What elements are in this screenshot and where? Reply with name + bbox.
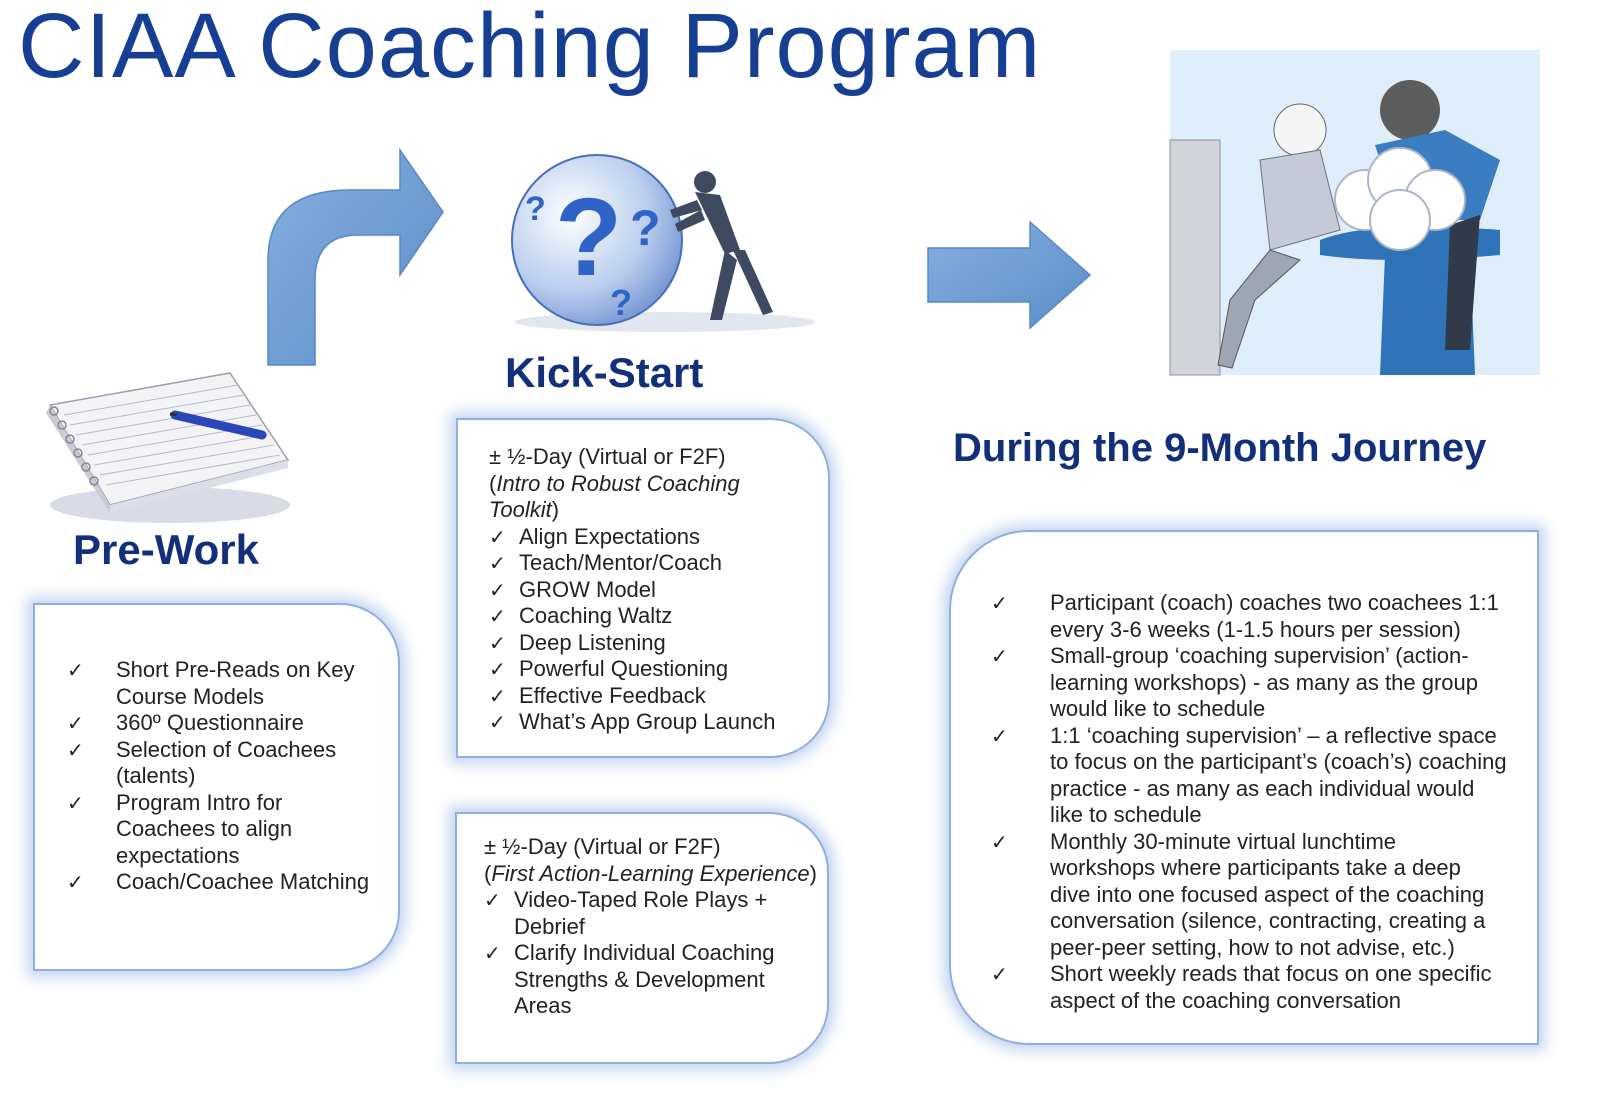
svg-text:?: ? <box>630 200 661 256</box>
svg-text:?: ? <box>610 282 632 323</box>
right-arrow-icon <box>925 220 1095 330</box>
kickstart-box-2 <box>455 812 829 1064</box>
journey-heading: During the 9-Month Journey <box>953 426 1487 470</box>
list-item: ✓ Video-Taped Role Plays + Debrief <box>484 887 768 939</box>
list-item: ✓ What’s App Group Launch <box>489 709 776 734</box>
list-item: ✓ Selection of Coachees (talents) <box>67 736 337 788</box>
curved-arrow-icon <box>260 145 450 370</box>
prework-list <box>67 657 378 896</box>
session-subtitle: (First Action-Learning Experience) <box>484 860 817 886</box>
session-length: ± ½-Day (Virtual or F2F) <box>484 834 721 859</box>
session-subtitle: (Intro to Robust Coaching Toolkit) <box>489 470 740 522</box>
list-item: ✓ Monthly 30-minute virtual lunchtime workshops where participants take a deep dive into one focused aspect of the coaching conversation (silence, contracting, creating a peer-peer setting, how to not advise, etc.) <box>991 828 1486 960</box>
list-item: ✓ Deep Listening <box>489 629 666 655</box>
list-item: ✓ Align Expectations <box>489 523 700 549</box>
list-item: ✓ 360º Questionnaire <box>67 710 304 735</box>
list-item: ✓ Teach/Mentor/Coach <box>489 550 722 575</box>
page-title: CIAA Coaching Program <box>18 0 1042 97</box>
list-item: ✓ Effective Feedback <box>489 682 706 708</box>
list-item: ✓ Short weekly reads that focus on one specific aspect of the coaching conversation <box>991 961 1492 1013</box>
list-item: ✓ Small-group ‘coaching supervision’ (action-learning workshops) - as many as the group would like to schedule <box>991 643 1478 721</box>
list-item: ✓ Coaching Waltz <box>489 603 673 628</box>
list-item: ✓ Short Pre-Reads on Key Course Models <box>67 657 355 709</box>
coaching-conversation-illustration <box>1170 50 1540 375</box>
list-item: ✓ 1:1 ‘coaching supervision’ – a reflective space to focus on the participant’s (coach’s) coaching practice - as many as each individual would like to schedule <box>991 722 1507 827</box>
notepad-pen-icon <box>30 365 300 530</box>
list-item: ✓ Clarify Individual Coaching Strengths & Development Areas <box>484 940 775 1018</box>
list-item: ✓ Participant (coach) coaches two coachees 1:1 every 3-6 weeks (1-1.5 hours per session) <box>991 590 1499 642</box>
svg-text:?: ? <box>555 176 623 299</box>
kickstart-box-1 <box>456 418 830 758</box>
question-globe-icon <box>505 150 825 340</box>
journey-box <box>949 530 1539 1045</box>
kickstart-list-2 <box>484 887 817 1020</box>
prework-box <box>33 603 400 971</box>
kickstart-list-1 <box>489 524 814 736</box>
journey-list <box>991 590 1507 1014</box>
list-item: ✓ Program Intro for Coachees to align expectations <box>67 789 293 868</box>
list-item: ✓ GROW Model <box>489 576 656 602</box>
prework-heading: Pre-Work <box>73 526 259 573</box>
session-length: ± ½-Day (Virtual or F2F) <box>489 444 726 469</box>
list-item: ✓ Powerful Questioning <box>489 656 729 681</box>
list-item: ✓ Coach/Coachee Matching <box>67 869 370 894</box>
kickstart-heading: Kick-Start <box>505 349 704 396</box>
svg-text:?: ? <box>525 190 546 228</box>
